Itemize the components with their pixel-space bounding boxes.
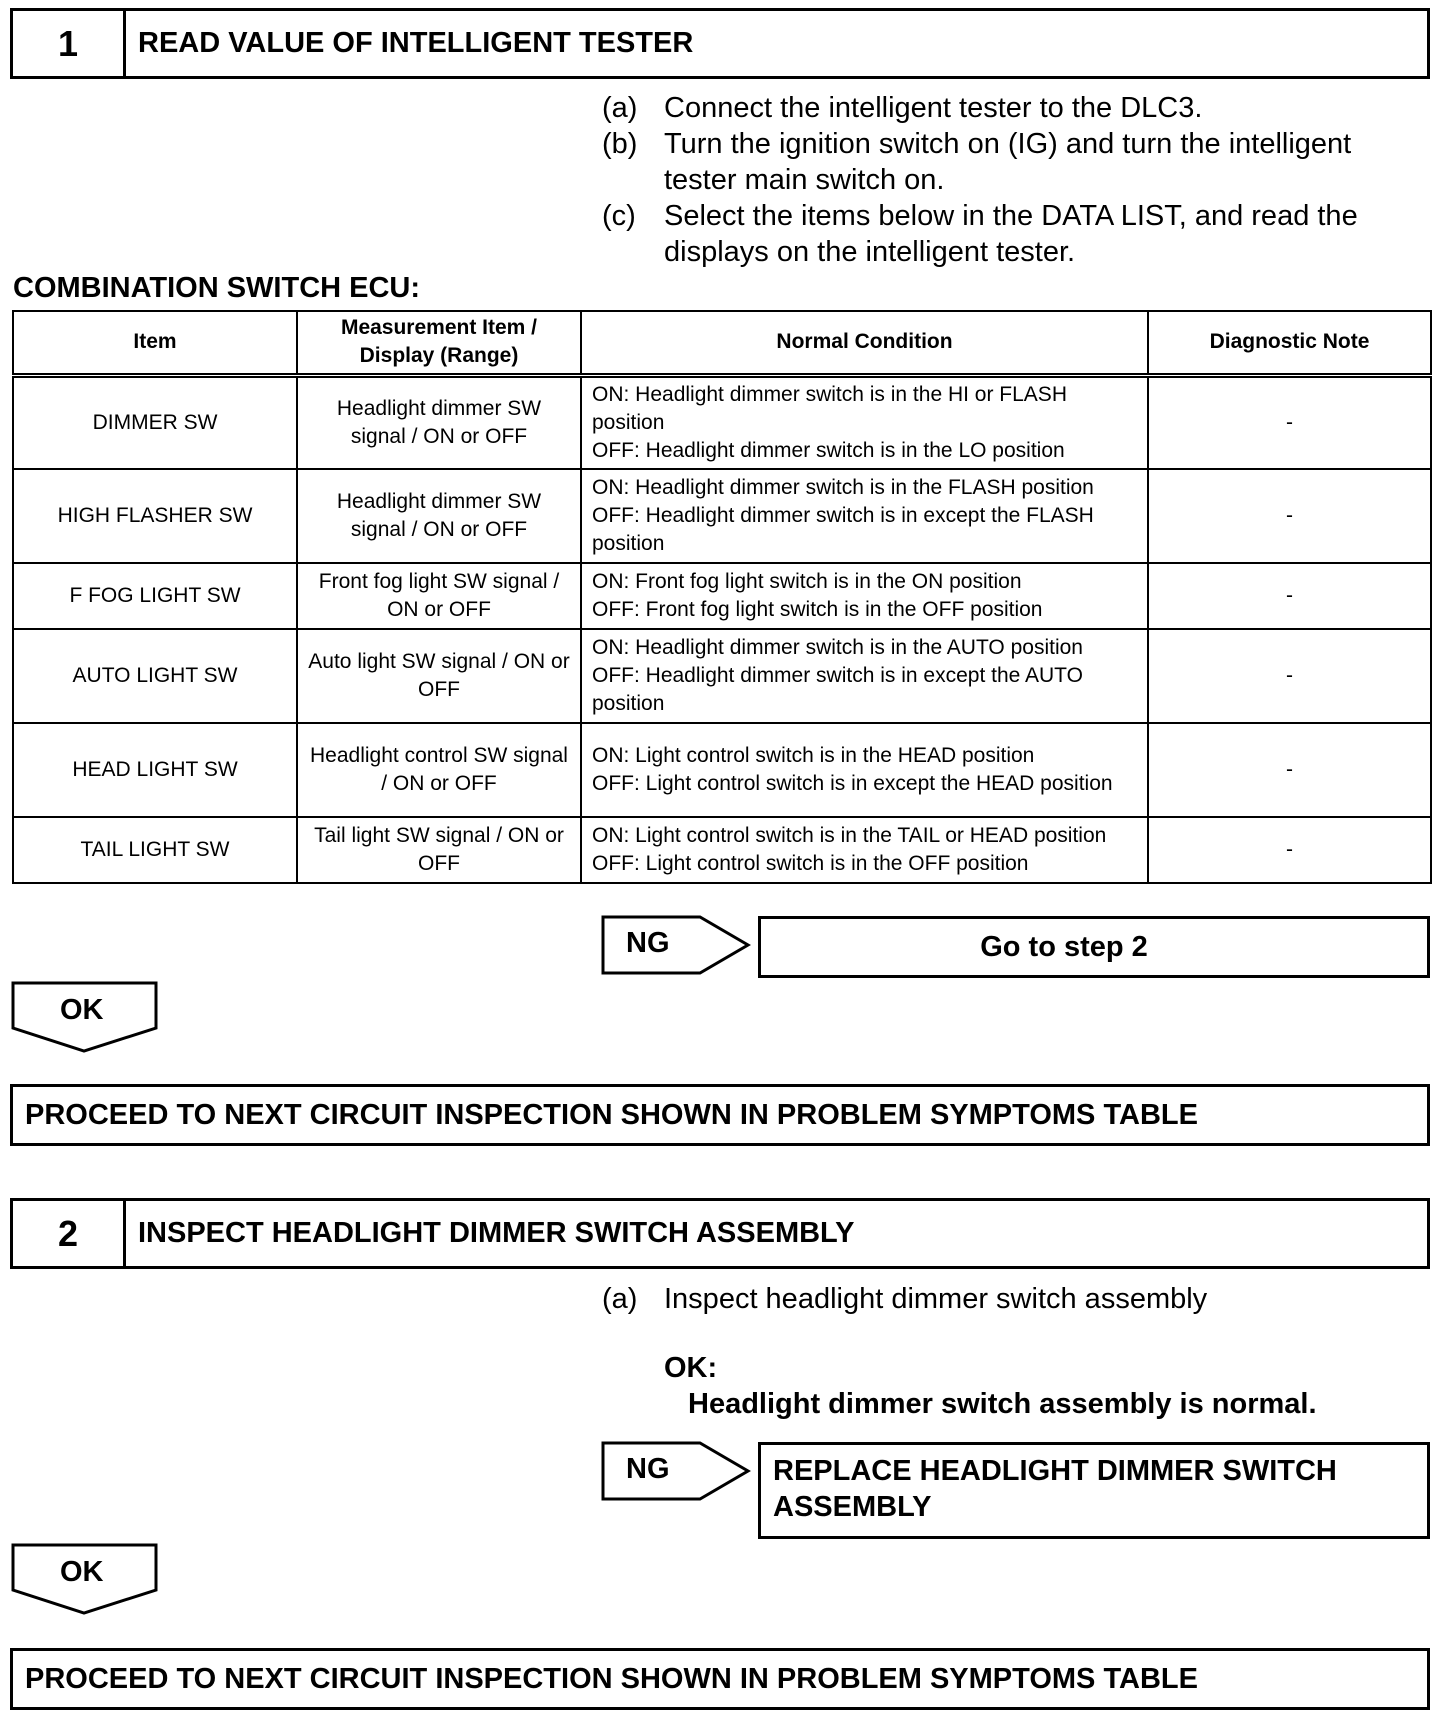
table-row (13, 629, 1431, 723)
cell-item: AUTO LIGHT SW (13, 629, 297, 723)
step1-number: 1 (13, 11, 126, 76)
cell-measurement: Front fog light SW signal / ON or OFF (297, 563, 581, 629)
table-row (13, 469, 1431, 563)
step1-header (10, 8, 1430, 79)
cell-diagnostic-note: - (1148, 469, 1431, 563)
ng-label: NG (626, 927, 670, 959)
cell-diagnostic-note: - (1148, 629, 1431, 723)
table-row (13, 817, 1431, 883)
cell-diagnostic-note: - (1148, 563, 1431, 629)
proceed-box-step2 (10, 1648, 1430, 1710)
instruction-label: (b) (602, 128, 638, 160)
cell-diagnostic-note: - (1148, 375, 1431, 469)
cell-measurement: Tail light SW signal / ON or OFF (297, 817, 581, 883)
cell-item: HIGH FLASHER SW (13, 469, 297, 563)
table-row (13, 563, 1431, 629)
instruction-text: Select the items below in the DATA LIST, and read the displays on the intelligent tester. (664, 200, 1358, 268)
ng-label: NG (626, 1453, 670, 1485)
cell-normal-condition: ON: Front fog light switch is in the ON position OFF: Front fog light switch is in the OFF position (581, 563, 1148, 629)
cell-item: DIMMER SW (13, 375, 297, 469)
step2-instructions (602, 1281, 1402, 1317)
ok-heading: OK: (664, 1352, 718, 1384)
instruction-item (602, 126, 1402, 198)
cell-measurement: Auto light SW signal / ON or OFF (297, 629, 581, 723)
ok-condition-text: Headlight dimmer switch assembly is normal. (688, 1388, 1317, 1420)
cell-normal-condition: ON: Headlight dimmer switch is in the HI or FLASH position OFF: Headlight dimmer switch is in the LO position (581, 375, 1148, 469)
ok-label: OK (60, 994, 104, 1026)
step2-number: 2 (13, 1201, 126, 1266)
instruction-item (602, 1281, 1402, 1317)
column-header-measurement: Measurement Item / Display (Range) (297, 311, 581, 375)
cell-item: F FOG LIGHT SW (13, 563, 297, 629)
instruction-text: Connect the intelligent tester to the DLC3. (664, 92, 1203, 124)
ok-label: OK (60, 1556, 104, 1588)
cell-normal-condition: ON: Headlight dimmer switch is in the AUTO position OFF: Headlight dimmer switch is in except the AUTO position (581, 629, 1148, 723)
go-to-step2-box (758, 916, 1430, 978)
table-row (13, 723, 1431, 817)
step1-title: READ VALUE OF INTELLIGENT TESTER (138, 27, 694, 59)
table-heading: COMBINATION SWITCH ECU: (13, 272, 421, 304)
step2-header (10, 1198, 1430, 1269)
cell-diagnostic-note: - (1148, 723, 1431, 817)
step2-title: INSPECT HEADLIGHT DIMMER SWITCH ASSEMBLY (138, 1217, 855, 1249)
cell-measurement: Headlight dimmer SW signal / ON or OFF (297, 469, 581, 563)
proceed-text: PROCEED TO NEXT CIRCUIT INSPECTION SHOWN IN PROBLEM SYMPTOMS TABLE (25, 1098, 1198, 1131)
instruction-text: Inspect headlight dimmer switch assembly (664, 1283, 1208, 1315)
go-to-step2-text: Go to step 2 (980, 930, 1148, 963)
column-header-normal-condition: Normal Condition (581, 311, 1148, 375)
cell-item: HEAD LIGHT SW (13, 723, 297, 817)
ng-arrow-icon (600, 1440, 752, 1502)
step1-instructions (602, 90, 1402, 270)
replace-switch-text: REPLACE HEADLIGHT DIMMER SWITCH ASSEMBLY (773, 1455, 1337, 1523)
instruction-text: Turn the ignition switch on (IG) and turn the intelligent tester main switch on. (664, 128, 1352, 196)
cell-diagnostic-note: - (1148, 817, 1431, 883)
cell-normal-condition: ON: Light control switch is in the TAIL or HEAD position OFF: Light control switch is in the OFF position (581, 817, 1148, 883)
cell-measurement: Headlight dimmer SW signal / ON or OFF (297, 375, 581, 469)
instruction-label: (a) (602, 92, 638, 124)
cell-normal-condition: ON: Light control switch is in the HEAD position OFF: Light control switch is in except the HEAD position (581, 723, 1148, 817)
data-list-table (12, 310, 1432, 884)
instruction-label: (a) (602, 1283, 638, 1315)
column-header-item: Item (13, 311, 297, 375)
instruction-label: (c) (602, 200, 636, 232)
table-header-row (13, 311, 1431, 375)
ng-arrow-icon (600, 914, 752, 976)
cell-measurement: Headlight control SW signal / ON or OFF (297, 723, 581, 817)
instruction-item (602, 90, 1402, 126)
proceed-text: PROCEED TO NEXT CIRCUIT INSPECTION SHOWN IN PROBLEM SYMPTOMS TABLE (25, 1662, 1198, 1695)
table-row (13, 375, 1431, 469)
cell-item: TAIL LIGHT SW (13, 817, 297, 883)
cell-normal-condition: ON: Headlight dimmer switch is in the FLASH position OFF: Headlight dimmer switch is in except the FLASH position (581, 469, 1148, 563)
proceed-box-step1 (10, 1084, 1430, 1146)
column-header-diagnostic-note: Diagnostic Note (1148, 311, 1431, 375)
instruction-item (602, 198, 1402, 270)
replace-switch-box (758, 1442, 1430, 1539)
